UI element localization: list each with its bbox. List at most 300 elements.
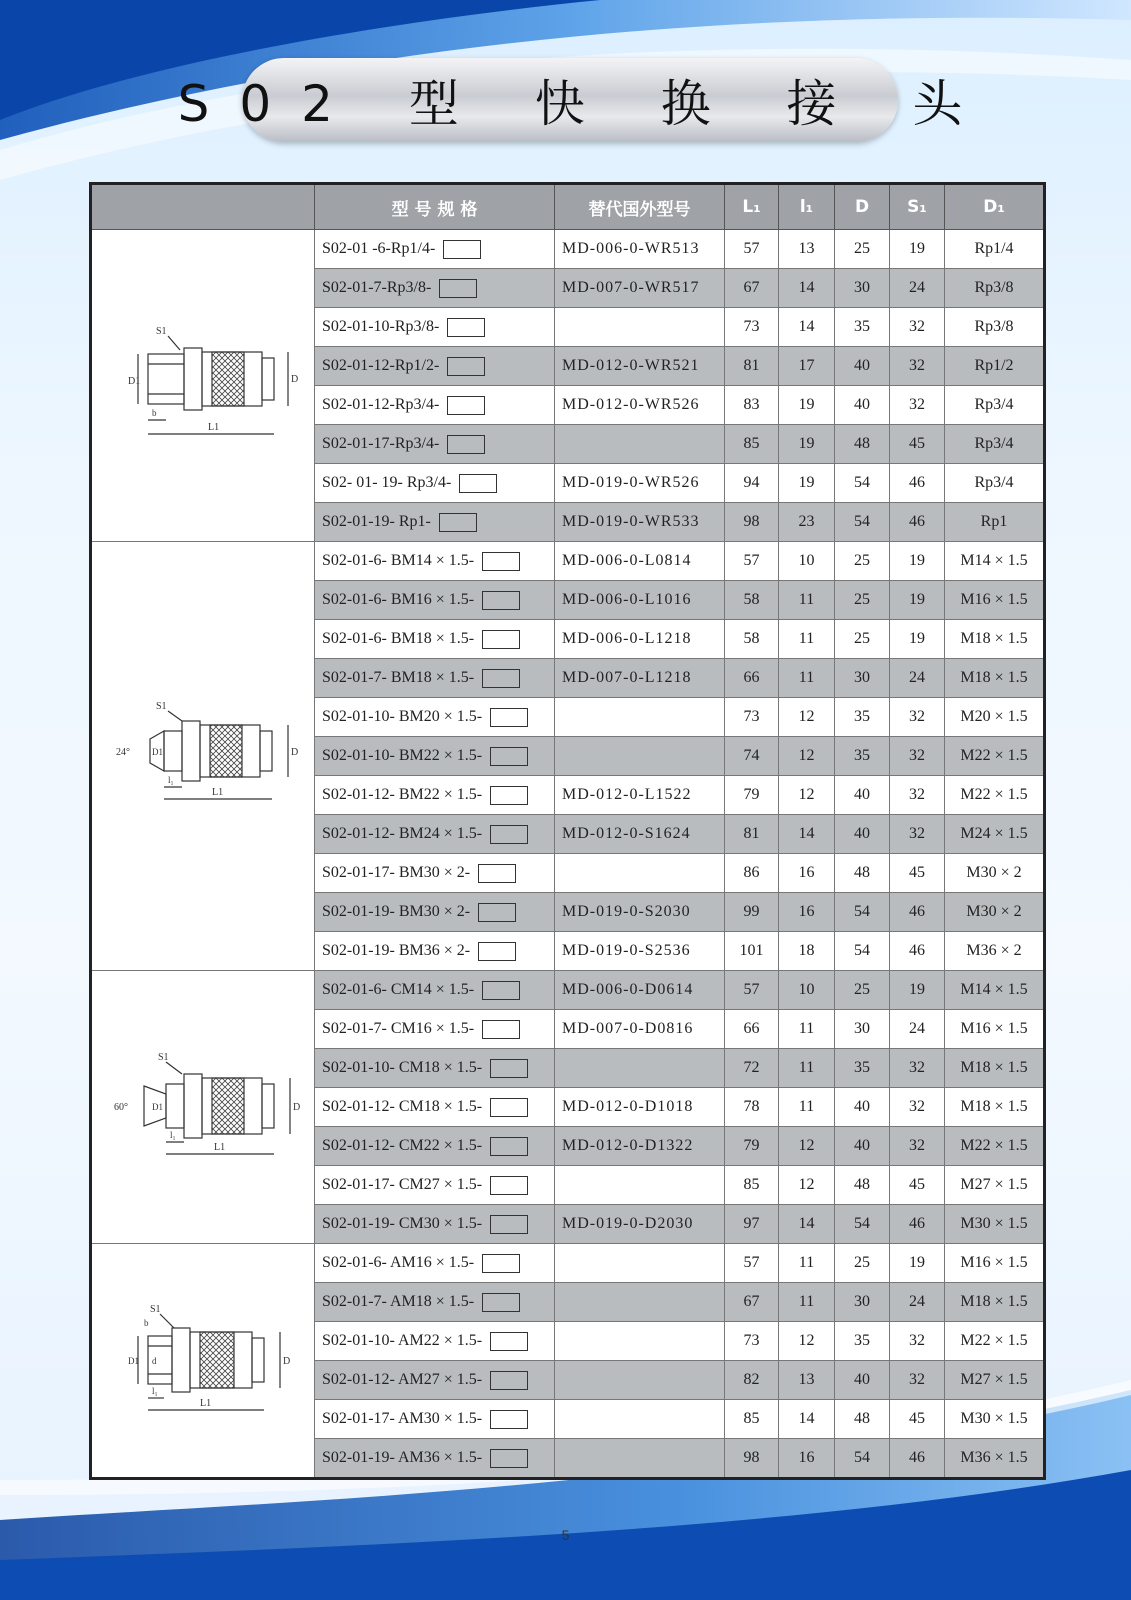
drawing-cell xyxy=(91,1244,315,1479)
model-cell xyxy=(315,1244,555,1283)
cell-l1: 14 xyxy=(779,815,835,854)
cell-L1: 82 xyxy=(725,1361,779,1400)
blank-box xyxy=(447,396,485,415)
cell-l1: 11 xyxy=(779,1244,835,1283)
cell-S1: 32 xyxy=(890,698,945,737)
cell-l1: 11 xyxy=(779,659,835,698)
model-cell xyxy=(315,1049,555,1088)
alt-model-cell: MD-019-0-WR533 xyxy=(555,503,725,542)
blank-box xyxy=(490,1098,528,1117)
cell-D1: M16 × 1.5 xyxy=(945,581,1045,620)
page-title: S02 型 快 换 接 头 xyxy=(177,75,993,133)
cell-L1: 67 xyxy=(725,269,779,308)
model-cell xyxy=(315,230,555,269)
cell-L1: 85 xyxy=(725,425,779,464)
cell-D: 54 xyxy=(835,503,890,542)
blank-box xyxy=(482,552,520,571)
cell-l1: 17 xyxy=(779,347,835,386)
label-angle: 24° xyxy=(116,747,130,758)
blank-box xyxy=(490,1059,528,1078)
cell-D: 35 xyxy=(835,737,890,776)
cell-D: 25 xyxy=(835,230,890,269)
label-d1: D1 xyxy=(128,375,141,387)
header-l1: l₁ xyxy=(779,184,835,230)
cell-l1: 12 xyxy=(779,1322,835,1361)
cell-D: 30 xyxy=(835,1010,890,1049)
coupler-drawing-am xyxy=(108,1296,298,1426)
alt-model-cell: MD-012-0-WR521 xyxy=(555,347,725,386)
header-model: 型 号 规 格 xyxy=(315,184,555,230)
cell-D: 54 xyxy=(835,464,890,503)
alt-model-cell: MD-019-0-WR526 xyxy=(555,464,725,503)
table-row xyxy=(91,542,1045,581)
cell-D: 40 xyxy=(835,1127,890,1166)
cell-D: 35 xyxy=(835,1049,890,1088)
cell-D: 48 xyxy=(835,425,890,464)
model-text: S02-01-12-Rp1/2- xyxy=(322,356,440,374)
cell-L1: 72 xyxy=(725,1049,779,1088)
model-text: S02-01-19- Rp1- xyxy=(322,512,431,530)
cell-L1: 81 xyxy=(725,347,779,386)
cell-l1: 14 xyxy=(779,1205,835,1244)
model-cell xyxy=(315,464,555,503)
cell-D1: M30 × 1.5 xyxy=(945,1205,1045,1244)
cell-D: 40 xyxy=(835,815,890,854)
cell-S1: 32 xyxy=(890,1322,945,1361)
model-cell xyxy=(315,893,555,932)
cell-L1: 57 xyxy=(725,542,779,581)
cell-l1: 11 xyxy=(779,1049,835,1088)
blank-box xyxy=(482,669,520,688)
cell-D1: Rp3/8 xyxy=(945,308,1045,347)
alt-model-cell xyxy=(555,1439,725,1479)
cell-D: 30 xyxy=(835,659,890,698)
label-l1: L1 xyxy=(200,1397,212,1409)
cell-l1: 13 xyxy=(779,1361,835,1400)
cell-S1: 32 xyxy=(890,815,945,854)
cell-D1: M22 × 1.5 xyxy=(945,737,1045,776)
model-cell xyxy=(315,581,555,620)
cell-L1: 73 xyxy=(725,308,779,347)
model-text: S02-01-17- CM27 × 1.5- xyxy=(322,1175,483,1193)
cell-S1: 32 xyxy=(890,1049,945,1088)
alt-model-cell xyxy=(555,1283,725,1322)
model-cell xyxy=(315,1127,555,1166)
blank-box xyxy=(447,435,485,454)
table-row xyxy=(91,230,1045,269)
model-text: S02-01-7- AM18 × 1.5- xyxy=(322,1292,475,1310)
cell-l1: 12 xyxy=(779,737,835,776)
cell-l1: 16 xyxy=(779,893,835,932)
cell-D1: M18 × 1.5 xyxy=(945,1283,1045,1322)
cell-D: 30 xyxy=(835,269,890,308)
model-cell xyxy=(315,1283,555,1322)
cell-L1: 101 xyxy=(725,932,779,971)
cell-D1: M22 × 1.5 xyxy=(945,776,1045,815)
cell-D1: M14 × 1.5 xyxy=(945,542,1045,581)
cell-L1: 85 xyxy=(725,1166,779,1205)
cell-l1: 11 xyxy=(779,1088,835,1127)
cell-l1: 19 xyxy=(779,464,835,503)
drawing-cell xyxy=(91,971,315,1244)
cell-l1: 19 xyxy=(779,425,835,464)
cell-D1: M20 × 1.5 xyxy=(945,698,1045,737)
cell-l1: 16 xyxy=(779,854,835,893)
blank-box xyxy=(490,1215,528,1234)
model-cell xyxy=(315,347,555,386)
blank-box xyxy=(478,864,516,883)
label-d-small: d xyxy=(152,1355,157,1366)
cell-l1: 12 xyxy=(779,1127,835,1166)
blank-box xyxy=(490,1332,528,1351)
label-l1: L1 xyxy=(212,787,224,798)
header-L1: L₁ xyxy=(725,184,779,230)
blank-box xyxy=(490,825,528,844)
cell-D1: Rp3/4 xyxy=(945,425,1045,464)
label-d1: D1 xyxy=(152,747,163,757)
alt-model-cell: MD-007-0-WR517 xyxy=(555,269,725,308)
model-cell xyxy=(315,1361,555,1400)
alt-model-cell: MD-007-0-D0816 xyxy=(555,1010,725,1049)
cell-S1: 32 xyxy=(890,308,945,347)
model-text: S02-01-17-Rp3/4- xyxy=(322,434,440,452)
model-cell xyxy=(315,269,555,308)
cell-l1: 13 xyxy=(779,230,835,269)
cell-l1: 11 xyxy=(779,1010,835,1049)
model-cell xyxy=(315,1322,555,1361)
cell-D: 54 xyxy=(835,932,890,971)
table-row xyxy=(91,971,1045,1010)
label-s1: S1 xyxy=(156,701,167,712)
blank-box xyxy=(490,1371,528,1390)
alt-model-cell xyxy=(555,1361,725,1400)
blank-box xyxy=(447,357,485,376)
model-cell xyxy=(315,503,555,542)
table-row xyxy=(91,1244,1045,1283)
header-D: D xyxy=(835,184,890,230)
model-cell xyxy=(315,386,555,425)
alt-model-cell xyxy=(555,1244,725,1283)
cell-S1: 45 xyxy=(890,854,945,893)
model-text: S02-01-6- AM16 × 1.5- xyxy=(322,1253,475,1271)
blank-box xyxy=(490,1410,528,1429)
cell-S1: 19 xyxy=(890,230,945,269)
cell-S1: 46 xyxy=(890,464,945,503)
cell-D1: M18 × 1.5 xyxy=(945,1088,1045,1127)
cell-L1: 85 xyxy=(725,1400,779,1439)
cell-S1: 19 xyxy=(890,620,945,659)
cell-L1: 58 xyxy=(725,620,779,659)
cell-D1: M36 × 2 xyxy=(945,932,1045,971)
cell-L1: 94 xyxy=(725,464,779,503)
model-cell xyxy=(315,1166,555,1205)
model-text: S02-01-12- BM24 × 1.5- xyxy=(322,824,483,842)
cell-L1: 58 xyxy=(725,581,779,620)
cell-D: 54 xyxy=(835,1205,890,1244)
cell-L1: 57 xyxy=(725,1244,779,1283)
model-text: S02-01-17- AM30 × 1.5- xyxy=(322,1409,483,1427)
cell-D: 25 xyxy=(835,971,890,1010)
drawing-cell xyxy=(91,542,315,971)
alt-model-cell: MD-006-0-L0814 xyxy=(555,542,725,581)
cell-l1: 14 xyxy=(779,308,835,347)
cell-S1: 46 xyxy=(890,503,945,542)
cell-D: 40 xyxy=(835,1361,890,1400)
label-s1: S1 xyxy=(156,325,167,337)
header-D1: D₁ xyxy=(945,184,1045,230)
label-angle: 60° xyxy=(114,1102,128,1113)
cell-D: 54 xyxy=(835,1439,890,1479)
blank-box xyxy=(459,474,497,493)
cell-S1: 24 xyxy=(890,269,945,308)
model-cell xyxy=(315,542,555,581)
cell-S1: 32 xyxy=(890,776,945,815)
page-number: 5 xyxy=(561,1527,570,1543)
cell-l1: 19 xyxy=(779,386,835,425)
label-l: l₁ xyxy=(152,1385,158,1396)
header-S1: S₁ xyxy=(890,184,945,230)
cell-L1: 83 xyxy=(725,386,779,425)
cell-D: 40 xyxy=(835,1088,890,1127)
cell-l1: 10 xyxy=(779,971,835,1010)
model-cell xyxy=(315,1439,555,1479)
cell-D1: Rp1/2 xyxy=(945,347,1045,386)
model-text: S02-01-19- BM30 × 2- xyxy=(322,902,471,920)
cell-l1: 11 xyxy=(779,1283,835,1322)
model-cell xyxy=(315,815,555,854)
alt-model-cell xyxy=(555,1049,725,1088)
label-d: D xyxy=(291,747,299,758)
alt-model-cell: MD-019-0-D2030 xyxy=(555,1205,725,1244)
label-d: D xyxy=(293,1102,301,1113)
cell-L1: 81 xyxy=(725,815,779,854)
cell-l1: 14 xyxy=(779,1400,835,1439)
blank-box xyxy=(490,1449,528,1468)
cell-L1: 97 xyxy=(725,1205,779,1244)
cell-D: 25 xyxy=(835,581,890,620)
cell-D1: Rp1/4 xyxy=(945,230,1045,269)
model-cell xyxy=(315,308,555,347)
alt-model-cell: MD-006-0-WR513 xyxy=(555,230,725,269)
model-text: S02-01-19- CM30 × 1.5- xyxy=(322,1214,483,1232)
model-text: S02-01-12- CM18 × 1.5- xyxy=(322,1097,483,1115)
alt-model-cell: MD-006-0-L1218 xyxy=(555,620,725,659)
cell-D: 25 xyxy=(835,542,890,581)
cell-D1: M30 × 2 xyxy=(945,893,1045,932)
cell-D1: M22 × 1.5 xyxy=(945,1127,1045,1166)
cell-D: 35 xyxy=(835,698,890,737)
alt-model-cell: MD-006-0-L1016 xyxy=(555,581,725,620)
cell-l1: 10 xyxy=(779,542,835,581)
model-text: S02-01-12- AM27 × 1.5- xyxy=(322,1370,483,1388)
model-text: S02-01-6- CM14 × 1.5- xyxy=(322,980,475,998)
cell-L1: 79 xyxy=(725,1127,779,1166)
drawing-cell xyxy=(91,230,315,542)
cell-S1: 24 xyxy=(890,1010,945,1049)
alt-model-cell: MD-012-0-D1018 xyxy=(555,1088,725,1127)
cell-D1: M27 × 1.5 xyxy=(945,1361,1045,1400)
title-banner xyxy=(177,58,993,142)
alt-model-cell: MD-006-0-D0614 xyxy=(555,971,725,1010)
cell-l1: 18 xyxy=(779,932,835,971)
cell-S1: 19 xyxy=(890,581,945,620)
blank-box xyxy=(478,903,516,922)
blank-box xyxy=(482,981,520,1000)
cell-D: 25 xyxy=(835,620,890,659)
label-d: D xyxy=(291,373,299,385)
spec-table xyxy=(89,182,1046,1480)
model-text: S02-01-12-Rp3/4- xyxy=(322,395,440,413)
blank-box xyxy=(490,1176,528,1195)
cell-D: 30 xyxy=(835,1283,890,1322)
model-cell xyxy=(315,1205,555,1244)
blank-box xyxy=(478,942,516,961)
model-cell xyxy=(315,659,555,698)
cell-S1: 45 xyxy=(890,1400,945,1439)
cell-S1: 46 xyxy=(890,932,945,971)
table-header xyxy=(91,184,1045,230)
alt-model-cell xyxy=(555,425,725,464)
cell-D1: M18 × 1.5 xyxy=(945,620,1045,659)
alt-model-cell xyxy=(555,737,725,776)
blank-box xyxy=(490,747,528,766)
cell-S1: 19 xyxy=(890,1244,945,1283)
cell-D: 35 xyxy=(835,1322,890,1361)
cell-D1: Rp1 xyxy=(945,503,1045,542)
cell-D1: Rp3/8 xyxy=(945,269,1045,308)
blank-box xyxy=(482,591,520,610)
cell-S1: 45 xyxy=(890,425,945,464)
blank-box xyxy=(443,240,481,259)
cell-L1: 86 xyxy=(725,854,779,893)
cell-D1: M27 × 1.5 xyxy=(945,1166,1045,1205)
blank-box xyxy=(439,279,477,298)
cell-S1: 45 xyxy=(890,1166,945,1205)
blank-box xyxy=(490,1137,528,1156)
model-text: S02-01 -6-Rp1/4- xyxy=(322,239,436,257)
model-cell xyxy=(315,425,555,464)
model-text: S02-01-10- CM18 × 1.5- xyxy=(322,1058,483,1076)
label-b: b xyxy=(144,1317,149,1328)
cell-l1: 14 xyxy=(779,269,835,308)
cell-D1: M18 × 1.5 xyxy=(945,1049,1045,1088)
label-d1: D1 xyxy=(152,1102,163,1112)
label-l: l₁ xyxy=(168,775,174,785)
blank-box xyxy=(447,318,485,337)
cell-S1: 32 xyxy=(890,1088,945,1127)
blank-box xyxy=(490,708,528,727)
model-text: S02-01-6- BM18 × 1.5- xyxy=(322,629,475,647)
cell-D1: M16 × 1.5 xyxy=(945,1010,1045,1049)
model-cell xyxy=(315,1400,555,1439)
cell-L1: 78 xyxy=(725,1088,779,1127)
model-text: S02-01-12- CM22 × 1.5- xyxy=(322,1136,483,1154)
cell-S1: 32 xyxy=(890,347,945,386)
alt-model-cell: MD-007-0-L1218 xyxy=(555,659,725,698)
cell-S1: 24 xyxy=(890,659,945,698)
cell-S1: 32 xyxy=(890,1361,945,1400)
alt-model-cell: MD-019-0-S2536 xyxy=(555,932,725,971)
cell-D: 48 xyxy=(835,1166,890,1205)
cell-L1: 73 xyxy=(725,698,779,737)
cell-D: 48 xyxy=(835,1400,890,1439)
model-cell xyxy=(315,737,555,776)
label-l: l₁ xyxy=(170,1130,176,1140)
cell-D: 40 xyxy=(835,386,890,425)
coupler-drawing-rp xyxy=(108,316,298,456)
cell-D: 35 xyxy=(835,308,890,347)
alt-model-cell xyxy=(555,1400,725,1439)
model-text: S02- 01- 19- Rp3/4- xyxy=(322,473,452,491)
cell-l1: 11 xyxy=(779,581,835,620)
cell-l1: 11 xyxy=(779,620,835,659)
alt-model-cell xyxy=(555,698,725,737)
cell-l1: 12 xyxy=(779,698,835,737)
cell-L1: 57 xyxy=(725,230,779,269)
model-text: S02-01-7-Rp3/8- xyxy=(322,278,432,296)
model-cell xyxy=(315,776,555,815)
cell-D: 48 xyxy=(835,854,890,893)
model-cell xyxy=(315,971,555,1010)
model-text: S02-01-12- BM22 × 1.5- xyxy=(322,785,483,803)
cell-S1: 19 xyxy=(890,971,945,1010)
cell-S1: 46 xyxy=(890,893,945,932)
cell-l1: 16 xyxy=(779,1439,835,1479)
cell-D1: M16 × 1.5 xyxy=(945,1244,1045,1283)
label-b: b xyxy=(152,407,157,418)
model-cell xyxy=(315,698,555,737)
cell-S1: 46 xyxy=(890,1205,945,1244)
alt-model-cell xyxy=(555,1322,725,1361)
cell-D1: M30 × 1.5 xyxy=(945,1400,1045,1439)
cell-D1: M14 × 1.5 xyxy=(945,971,1045,1010)
header-alt-model: 替代国外型号 xyxy=(555,184,725,230)
alt-model-cell: MD-012-0-S1624 xyxy=(555,815,725,854)
alt-model-cell: MD-012-0-D1322 xyxy=(555,1127,725,1166)
cell-l1: 12 xyxy=(779,1166,835,1205)
cell-D1: M36 × 1.5 xyxy=(945,1439,1045,1479)
model-text: S02-01-7- BM18 × 1.5- xyxy=(322,668,475,686)
label-s1: S1 xyxy=(158,1052,169,1063)
cell-L1: 57 xyxy=(725,971,779,1010)
model-text: S02-01-10-Rp3/8- xyxy=(322,317,440,335)
blank-box xyxy=(482,1293,520,1312)
cell-D1: Rp3/4 xyxy=(945,386,1045,425)
model-text: S02-01-19- AM36 × 1.5- xyxy=(322,1448,483,1466)
model-cell xyxy=(315,932,555,971)
model-cell xyxy=(315,1088,555,1127)
cell-D1: Rp3/4 xyxy=(945,464,1045,503)
cell-D: 40 xyxy=(835,776,890,815)
label-s1: S1 xyxy=(150,1303,161,1315)
cell-L1: 66 xyxy=(725,1010,779,1049)
model-text: S02-01-6- BM14 × 1.5- xyxy=(322,551,475,569)
cell-D: 25 xyxy=(835,1244,890,1283)
cell-S1: 32 xyxy=(890,737,945,776)
cell-l1: 12 xyxy=(779,776,835,815)
cell-S1: 46 xyxy=(890,1439,945,1479)
model-text: S02-01-10- BM20 × 1.5- xyxy=(322,707,483,725)
alt-model-cell xyxy=(555,854,725,893)
blank-box xyxy=(490,786,528,805)
coupler-drawing-60deg xyxy=(108,1042,301,1172)
model-text: S02-01-17- BM30 × 2- xyxy=(322,863,471,881)
cell-L1: 73 xyxy=(725,1322,779,1361)
cell-L1: 79 xyxy=(725,776,779,815)
cell-D: 40 xyxy=(835,347,890,386)
model-text: S02-01-10- AM22 × 1.5- xyxy=(322,1331,483,1349)
model-cell xyxy=(315,620,555,659)
